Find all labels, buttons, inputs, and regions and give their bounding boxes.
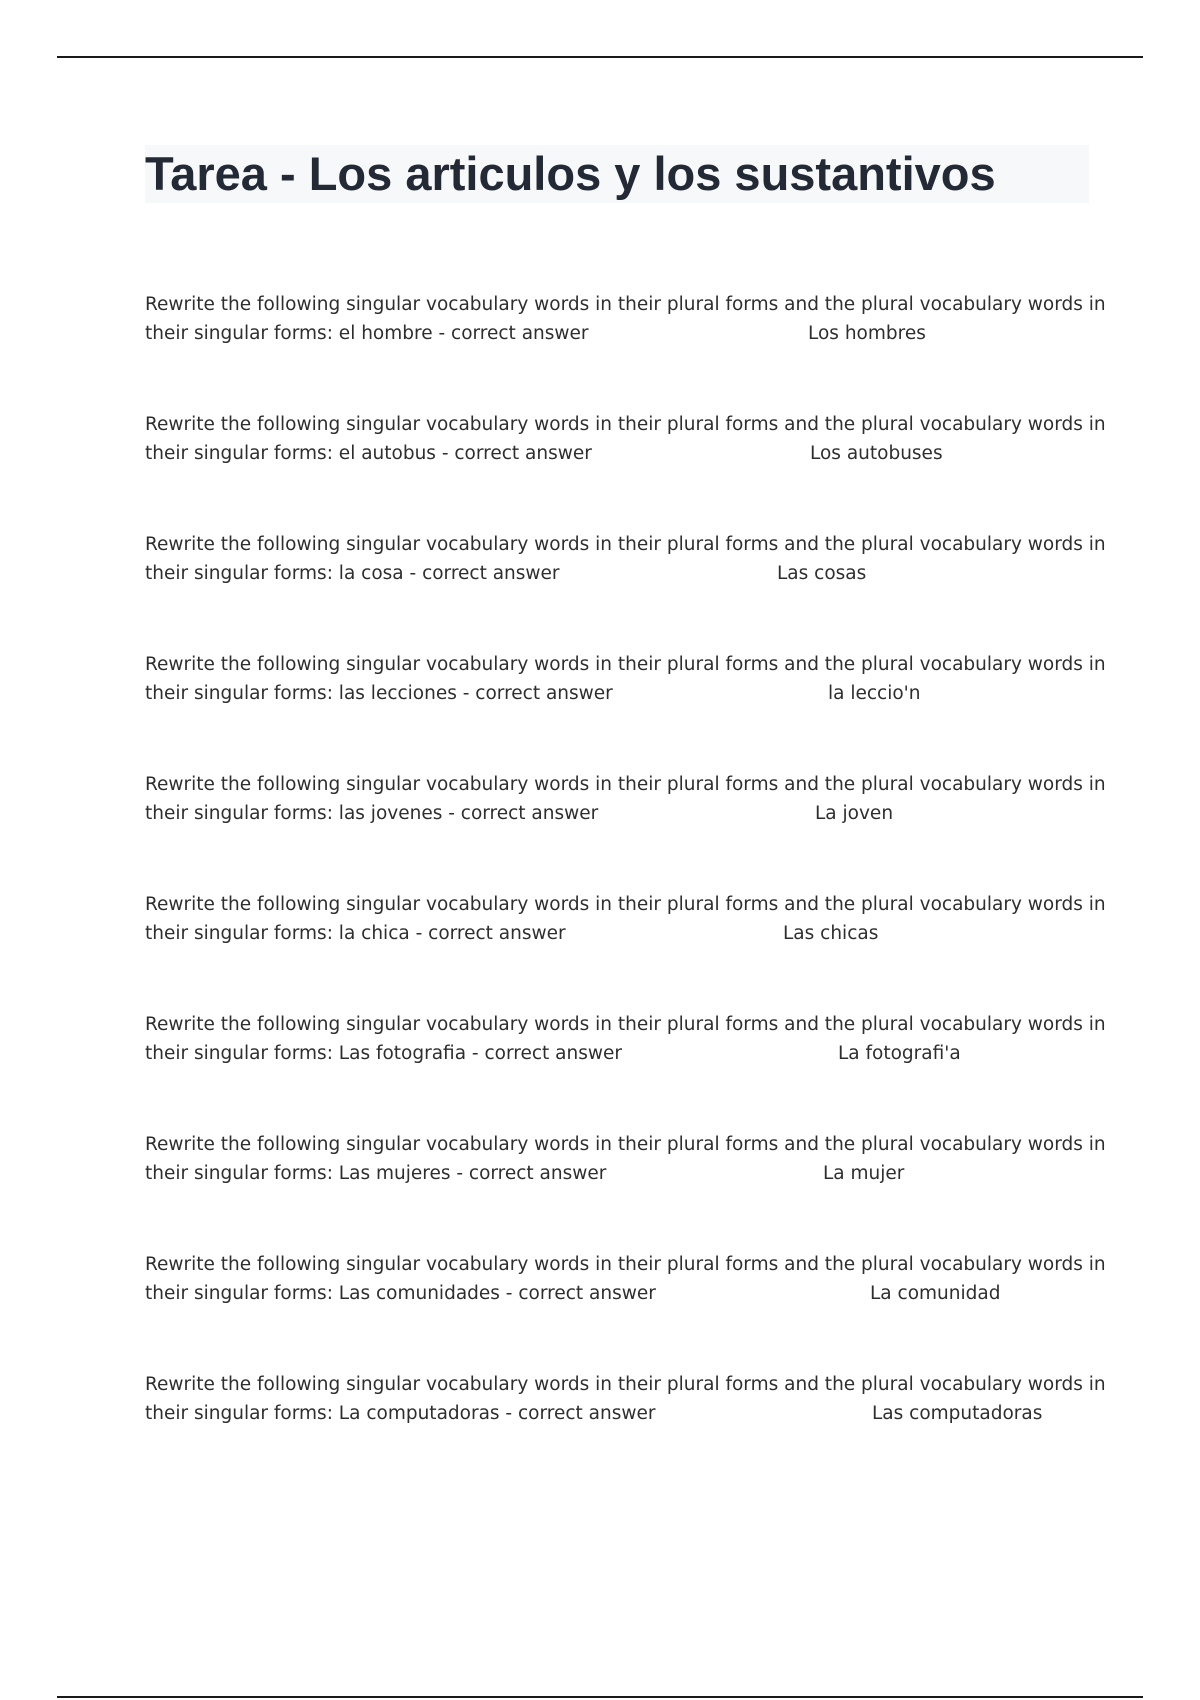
question-line-2 (145, 319, 1085, 348)
question-line-2 (145, 559, 1085, 588)
question-text: their singular forms: la cosa - correct answer (145, 563, 560, 584)
question-text: their singular forms: la chica - correct answer (145, 923, 566, 944)
answer-text: La joven (815, 803, 894, 824)
answer-text: Los hombres (808, 323, 926, 344)
question-line-1: Rewrite the following singular vocabulary words in their plural forms and the plural vocabulary words in (145, 534, 1106, 555)
qa-item (145, 1130, 1106, 1188)
question-line-1: Rewrite the following singular vocabulary words in their plural forms and the plural vocabulary words in (145, 774, 1106, 795)
question-line-2 (145, 1399, 1085, 1428)
question-line-1: Rewrite the following singular vocabulary words in their plural forms and the plural vocabulary words in (145, 414, 1106, 435)
question-line-2 (145, 1159, 1085, 1188)
qa-item (145, 290, 1106, 348)
question-text: their singular forms: Las fotografia - correct answer (145, 1043, 622, 1064)
question-text: their singular forms: las jovenes - correct answer (145, 803, 599, 824)
question-line-1: Rewrite the following singular vocabulary words in their plural forms and the plural vocabulary words in (145, 1254, 1106, 1275)
top-rule (57, 56, 1143, 58)
qa-item (145, 1370, 1106, 1428)
answer-text: La comunidad (870, 1283, 1001, 1304)
question-line-2 (145, 1279, 1085, 1308)
qa-item (145, 650, 1106, 708)
answer-text: Los autobuses (810, 443, 943, 464)
answer-text: Las chicas (783, 923, 879, 944)
question-line-2 (145, 919, 1085, 948)
question-text: their singular forms: el hombre - correct answer (145, 323, 589, 344)
qa-item (145, 890, 1106, 948)
answer-text: la leccio'n (828, 683, 921, 704)
question-text: their singular forms: Las mujeres - correct answer (145, 1163, 607, 1184)
question-line-1: Rewrite the following singular vocabulary words in their plural forms and the plural vocabulary words in (145, 1014, 1106, 1035)
answer-text: Las computadoras (872, 1403, 1043, 1424)
question-line-1: Rewrite the following singular vocabulary words in their plural forms and the plural vocabulary words in (145, 1374, 1106, 1395)
qa-item (145, 530, 1106, 588)
question-line-2 (145, 1039, 1085, 1068)
question-text: their singular forms: el autobus - correct answer (145, 443, 592, 464)
question-line-2 (145, 799, 1085, 828)
answer-text: La fotografi'a (838, 1043, 961, 1064)
question-line-2 (145, 679, 1085, 708)
qa-item (145, 410, 1106, 468)
qa-item (145, 1250, 1106, 1308)
question-line-2 (145, 439, 1085, 468)
qa-item (145, 1010, 1106, 1068)
question-line-1: Rewrite the following singular vocabulary words in their plural forms and the plural vocabulary words in (145, 294, 1106, 315)
question-text: their singular forms: Las comunidades - correct answer (145, 1283, 656, 1304)
answer-text: Las cosas (777, 563, 867, 584)
question-line-1: Rewrite the following singular vocabulary words in their plural forms and the plural vocabulary words in (145, 654, 1106, 675)
question-text: their singular forms: las lecciones - correct answer (145, 683, 613, 704)
bottom-rule (57, 1696, 1143, 1698)
answer-text: La mujer (823, 1163, 905, 1184)
qa-item (145, 770, 1106, 828)
question-text: their singular forms: La computadoras - correct answer (145, 1403, 656, 1424)
page-title: Tarea - Los articulos y los sustantivos (145, 147, 996, 200)
question-line-1: Rewrite the following singular vocabulary words in their plural forms and the plural vocabulary words in (145, 894, 1106, 915)
question-line-1: Rewrite the following singular vocabulary words in their plural forms and the plural vocabulary words in (145, 1134, 1106, 1155)
